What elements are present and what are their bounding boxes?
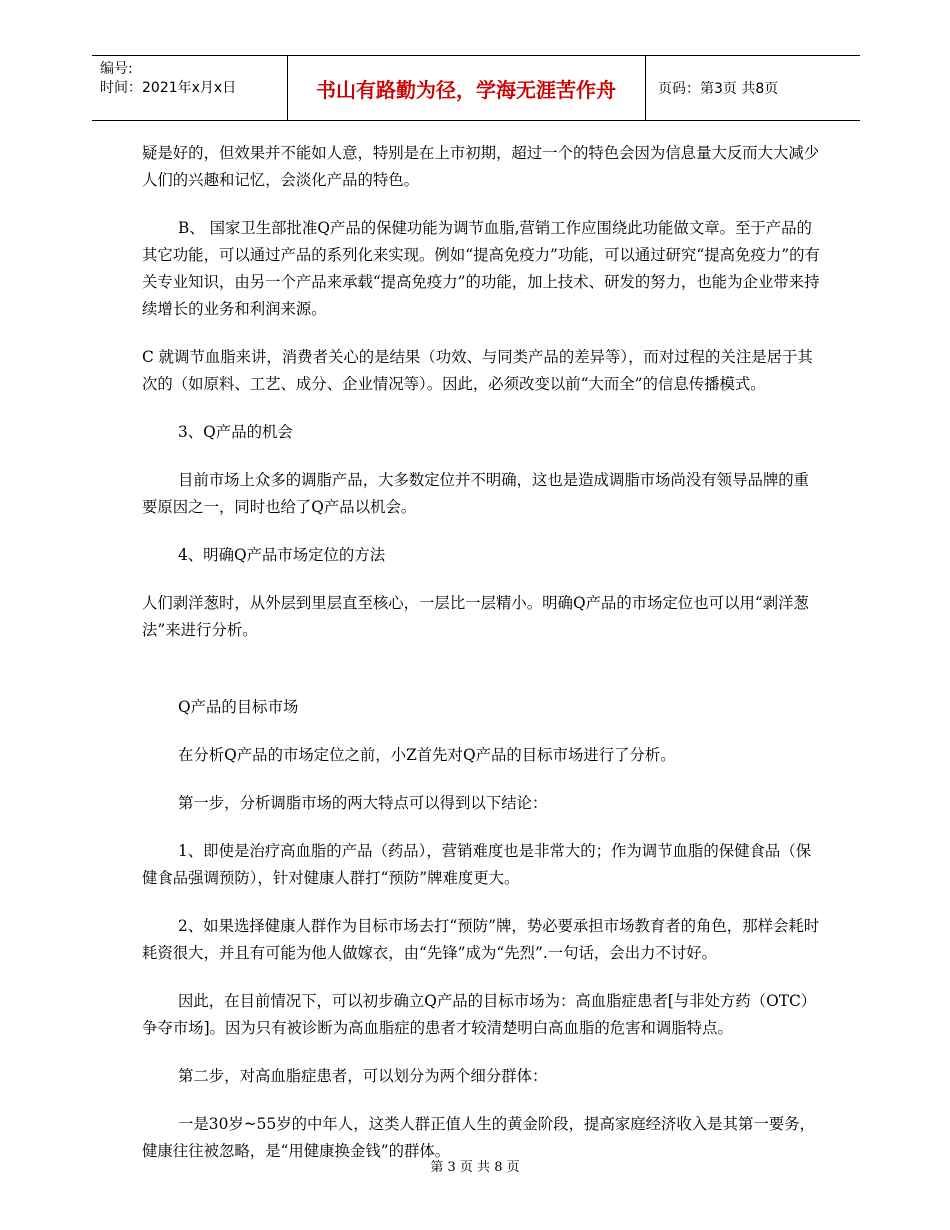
- page-header: [92, 55, 860, 121]
- document-number-label: 编号:: [100, 61, 133, 77]
- paragraph-target-intro: 在分析Q产品的市场定位之前，小Z首先对Q产品的目标市场进行了分析。: [178, 746, 676, 764]
- heading-opportunity: 3、Q产品的机会: [178, 423, 293, 441]
- heading-target-market: Q产品的目标市场: [178, 698, 299, 716]
- paragraph-point-c: C 就调节血脂来讲，消费者关心的是结果（功效、与同类产品的差异等），而对过程的关注是居于其次的（如原料、工艺、成分、企业情况等）。因此，必须改变以前“大而全”的信息传播模式。: [142, 348, 813, 393]
- paragraph-onion-method: 人们剥洋葱时，从外层到里层直至核心，一层比一层精小。明确Q产品的市场定位也可以用“剥洋葱法”来进行分析。: [142, 594, 809, 639]
- header-motto: 书山有路勤为径，学海无涯苦作舟: [316, 77, 616, 102]
- heading-positioning-method: 4、明确Q产品市场定位的方法: [178, 546, 386, 564]
- paragraph-conclusion-2: 2、如果选择健康人群作为目标市场去打“预防”牌，势必要承担市场教育者的角色，那样会耗时耗资很大，并且有可能为他人做嫁衣，由“先锋”成为“先烈”.一句话，会出力不讨好。: [142, 917, 820, 962]
- header-divider-right: [645, 56, 646, 120]
- paragraph-conclusion-1: 1、即使是治疗高血脂的产品（药品），营销难度也是非常大的；作为调节血脂的保健食品（保健食品强调预防），针对健康人群打“预防”牌难度更大。: [142, 842, 812, 887]
- paragraph-step-two: 第二步，对高血脂症患者，可以划分为两个细分群体：: [178, 1067, 548, 1085]
- header-meta: [100, 60, 236, 98]
- page-footer: 第 3 页 共 8 页: [430, 1160, 520, 1175]
- paragraph-segment-one: 一是30岁~55岁的中年人，这类人群正值人生的黄金阶段，提高家庭经济收入是其第一要务，健康往往被忽略，是“用健康换金钱”的群体。: [142, 1115, 815, 1160]
- paragraph-step-one: 第一步，分析调脂市场的两大特点可以得到以下结论：: [178, 794, 548, 812]
- header-page-info: 页码：第3页 共8页: [658, 81, 779, 97]
- document-time-label: 时间：2021年x月x日: [100, 80, 237, 96]
- paragraph-opportunity: 目前市场上众多的调脂产品，大多数定位并不明确，这也是造成调脂市场尚没有领导品牌的重要原因之一，同时也给了Q产品以机会。: [142, 471, 810, 516]
- paragraph-therefore: 因此，在目前情况下，可以初步确立Q产品的目标市场为：高血脂症患者[与非处方药（OTC）争夺市场]。因为只有被诊断为高血脂症的患者才较清楚明白高血脂的危害和调脂特点。: [142, 992, 817, 1037]
- document-body: [142, 140, 822, 1186]
- paragraph-continuation: 疑是好的，但效果并不能如人意，特别是在上市初期，超过一个的特色会因为信息量大反而大大减少人们的兴趣和记忆，会淡化产品的特色。: [142, 144, 820, 189]
- paragraph-point-b: B、 国家卫生部批准Q产品的保健功能为调节血脂,营销工作应围绕此功能做文章。至于产品的其它功能，可以通过产品的系列化来实现。例如“提高免疫力”功能，可以通过研究“提高免疫力”的有关专业知识，由另一个产品来承载“提高免疫力”的功能，加上技术、研发的努力，也能为企业带来持续增长的业务和利润来源。: [142, 219, 820, 318]
